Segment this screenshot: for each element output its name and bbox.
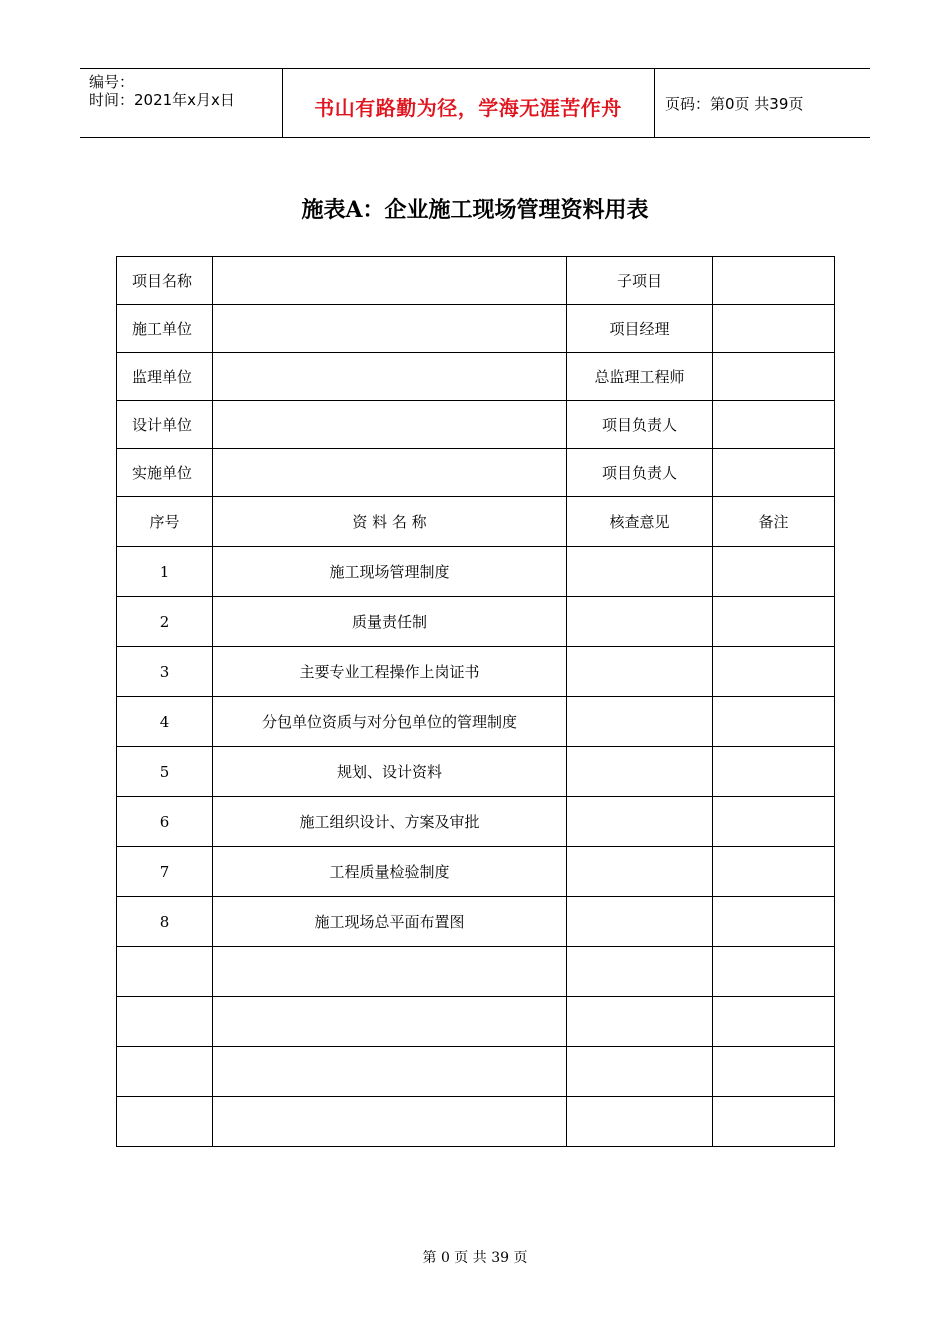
review-cell[interactable] bbox=[567, 547, 713, 597]
seq-cell: 8 bbox=[117, 897, 213, 947]
info-row bbox=[117, 449, 835, 497]
info-label: 实施单位 bbox=[117, 449, 213, 497]
name-column-header: 资 料 名 称 bbox=[213, 497, 567, 547]
page-header bbox=[80, 68, 870, 138]
info-label-secondary: 子项目 bbox=[567, 257, 713, 305]
review-cell[interactable] bbox=[567, 1047, 713, 1097]
info-value-field-secondary[interactable] bbox=[713, 305, 835, 353]
header-info-cell bbox=[80, 69, 283, 137]
page-code: 页码：第0页 共39页 bbox=[665, 95, 804, 113]
table-row-empty bbox=[117, 1097, 835, 1147]
header-page-cell bbox=[655, 69, 870, 137]
document-name-cell: 施工组织设计、方案及审批 bbox=[213, 797, 567, 847]
table-row bbox=[117, 647, 835, 697]
remark-cell[interactable] bbox=[713, 1097, 835, 1147]
review-cell[interactable] bbox=[567, 647, 713, 697]
seq-cell[interactable] bbox=[117, 1047, 213, 1097]
table-row bbox=[117, 597, 835, 647]
seq-cell: 4 bbox=[117, 697, 213, 747]
info-label-secondary: 总监理工程师 bbox=[567, 353, 713, 401]
table-row bbox=[117, 697, 835, 747]
remark-cell[interactable] bbox=[713, 797, 835, 847]
info-row bbox=[117, 257, 835, 305]
header-motto-cell bbox=[282, 69, 655, 137]
table-row bbox=[117, 897, 835, 947]
document-name-cell: 主要专业工程操作上岗证书 bbox=[213, 647, 567, 697]
info-label: 监理单位 bbox=[117, 353, 213, 401]
page-footer: 第 0 页 共 39 页 bbox=[422, 1250, 528, 1266]
seq-cell: 5 bbox=[117, 747, 213, 797]
seq-cell: 3 bbox=[117, 647, 213, 697]
motto-text: 书山有路勤为径，学海无涯苦作舟 bbox=[314, 96, 622, 120]
remark-cell[interactable] bbox=[713, 847, 835, 897]
document-name-cell: 施工现场总平面布置图 bbox=[213, 897, 567, 947]
table-row bbox=[117, 797, 835, 847]
info-value-field-secondary[interactable] bbox=[713, 257, 835, 305]
review-cell[interactable] bbox=[567, 847, 713, 897]
info-label: 施工单位 bbox=[117, 305, 213, 353]
info-value-field-secondary[interactable] bbox=[713, 401, 835, 449]
number-label: 编号： bbox=[89, 73, 135, 91]
info-label: 项目名称 bbox=[117, 257, 213, 305]
review-cell[interactable] bbox=[567, 997, 713, 1047]
table-row-empty bbox=[117, 997, 835, 1047]
info-value-field[interactable] bbox=[213, 401, 567, 449]
document-name-cell: 分包单位资质与对分包单位的管理制度 bbox=[213, 697, 567, 747]
document-name-cell: 质量责任制 bbox=[213, 597, 567, 647]
document-name-cell[interactable] bbox=[213, 1047, 567, 1097]
seq-cell[interactable] bbox=[117, 947, 213, 997]
review-cell[interactable] bbox=[567, 897, 713, 947]
info-label-secondary: 项目负责人 bbox=[567, 401, 713, 449]
info-row bbox=[117, 401, 835, 449]
document-name-cell: 工程质量检验制度 bbox=[213, 847, 567, 897]
document-name-cell[interactable] bbox=[213, 997, 567, 1047]
remark-cell[interactable] bbox=[713, 747, 835, 797]
review-column-header: 核查意见 bbox=[567, 497, 713, 547]
seq-cell: 7 bbox=[117, 847, 213, 897]
management-form-table bbox=[116, 256, 835, 1147]
remark-cell[interactable] bbox=[713, 897, 835, 947]
document-name-cell: 施工现场管理制度 bbox=[213, 547, 567, 597]
info-row bbox=[117, 305, 835, 353]
remark-cell[interactable] bbox=[713, 547, 835, 597]
table-row bbox=[117, 547, 835, 597]
info-label-secondary: 项目经理 bbox=[567, 305, 713, 353]
seq-cell[interactable] bbox=[117, 997, 213, 1047]
seq-column-header: 序号 bbox=[117, 497, 213, 547]
info-value-field-secondary[interactable] bbox=[713, 449, 835, 497]
seq-cell: 6 bbox=[117, 797, 213, 847]
table-row bbox=[117, 847, 835, 897]
review-cell[interactable] bbox=[567, 697, 713, 747]
info-label-secondary: 项目负责人 bbox=[567, 449, 713, 497]
document-name-cell[interactable] bbox=[213, 947, 567, 997]
info-value-field[interactable] bbox=[213, 257, 567, 305]
review-cell[interactable] bbox=[567, 747, 713, 797]
table-row bbox=[117, 747, 835, 797]
time-label: 时间：2021年x月x日 bbox=[89, 91, 235, 109]
info-value-field[interactable] bbox=[213, 353, 567, 401]
list-header-row bbox=[117, 497, 835, 547]
seq-cell: 2 bbox=[117, 597, 213, 647]
seq-cell[interactable] bbox=[117, 1097, 213, 1147]
table-row-empty bbox=[117, 947, 835, 997]
table-row-empty bbox=[117, 1047, 835, 1097]
remark-cell[interactable] bbox=[713, 997, 835, 1047]
info-row bbox=[117, 353, 835, 401]
document-name-cell[interactable] bbox=[213, 1097, 567, 1147]
review-cell[interactable] bbox=[567, 597, 713, 647]
remark-cell[interactable] bbox=[713, 1047, 835, 1097]
info-value-field-secondary[interactable] bbox=[713, 353, 835, 401]
remark-cell[interactable] bbox=[713, 697, 835, 747]
info-value-field[interactable] bbox=[213, 305, 567, 353]
document-name-cell: 规划、设计资料 bbox=[213, 747, 567, 797]
document-title: 施表A：企业施工现场管理资料用表 bbox=[301, 197, 649, 223]
remark-column-header: 备注 bbox=[713, 497, 835, 547]
info-label: 设计单位 bbox=[117, 401, 213, 449]
remark-cell[interactable] bbox=[713, 947, 835, 997]
review-cell[interactable] bbox=[567, 947, 713, 997]
remark-cell[interactable] bbox=[713, 647, 835, 697]
review-cell[interactable] bbox=[567, 797, 713, 847]
review-cell[interactable] bbox=[567, 1097, 713, 1147]
seq-cell: 1 bbox=[117, 547, 213, 597]
info-value-field[interactable] bbox=[213, 449, 567, 497]
remark-cell[interactable] bbox=[713, 597, 835, 647]
